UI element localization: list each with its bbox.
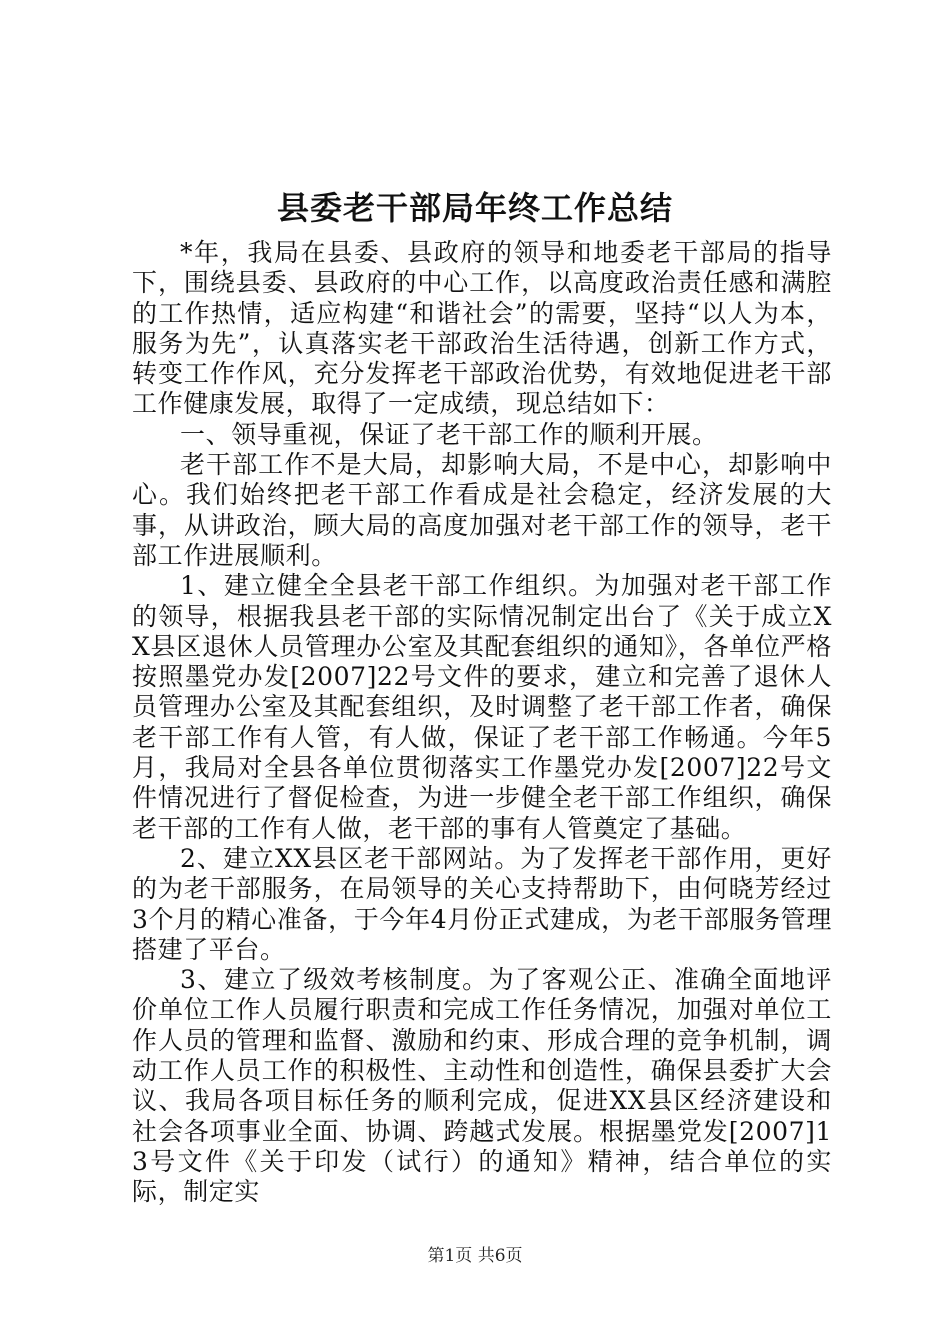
section-heading-1: 一、领导重视，保证了老干部工作的顺利开展。 — [180, 419, 718, 449]
item-1-paragraph: 1、建立健全全县老干部工作组织。为加强对老干部工作的领导，根据我县老干部的实际情况制定出台了《关于成立XX县区退休人员管理办公室及其配套组织的通知》，各单位严格按照墨党办发[2007]22号文件的要求，建立和完善了退休人员管理办公室及其配套组织，及时调整了老干部工作者，确保老干部工作有人管，有人做，保证了老干部工作畅通。今年5月，我局对全县各单位贯彻落实工作墨党办发[2007]22号文件情况进行了督促检查，为进一步健全老干部工作组织，确保老干部的工作有人做，老干部的事有人管奠定了基础。 — [132, 571, 832, 843]
item-2-paragraph: 2、建立XX县区老干部网站。为了发挥老干部作用，更好的为老干部服务，在局领导的关心支持帮助下，由何晓芳经过3个月的精心准备，于今年4月份正式建成，为老干部服务管理搭建了平台。 — [132, 843, 832, 964]
section-1-paragraph: 老干部工作不是大局，却影响大局，不是中心，却影响中心。我们始终把老干部工作看成是社会稳定，经济发展的大事，从讲政治，顾大局的高度加强对老干部工作的领导，老干部工作进展顺利。 — [132, 450, 832, 570]
intro-paragraph: *年，我局在县委、县政府的领导和地委老干部局的指导下，围绕县委、县政府的中心工作，以高度政治责任感和满腔的工作热情，适应构建“和谐社会”的需要，坚持“以人为本，服务为先”，认真落实老干部政治生活待遇，创新工作方式，转变工作作风，充分发挥老干部政治优势，有效地促进老干部工作健康发展，取得了一定成绩，现总结如下： — [132, 238, 832, 419]
page-number-footer: 第1页 共6页 — [427, 1246, 523, 1266]
document-body — [132, 238, 832, 1208]
item-3-paragraph: 3、建立了级效考核制度。为了客观公正、准确全面地评价单位工作人员履行职责和完成工作任务情况，加强对单位工作人员的管理和监督、激励和约束、形成合理的竞争机制，调动工作人员工作的积极性、主动性和创造性，确保县委扩大会议、我局各项目标任务的顺利完成，促进XX县区经济建设和社会各项事业全面、协调、跨越式发展。根据墨党发[2007]13号文件《关于印发（试行）的通知》精神，结合单位的实际，制定实 — [132, 965, 832, 1207]
document-title: 县委老干部局年终工作总结 — [276, 189, 673, 227]
